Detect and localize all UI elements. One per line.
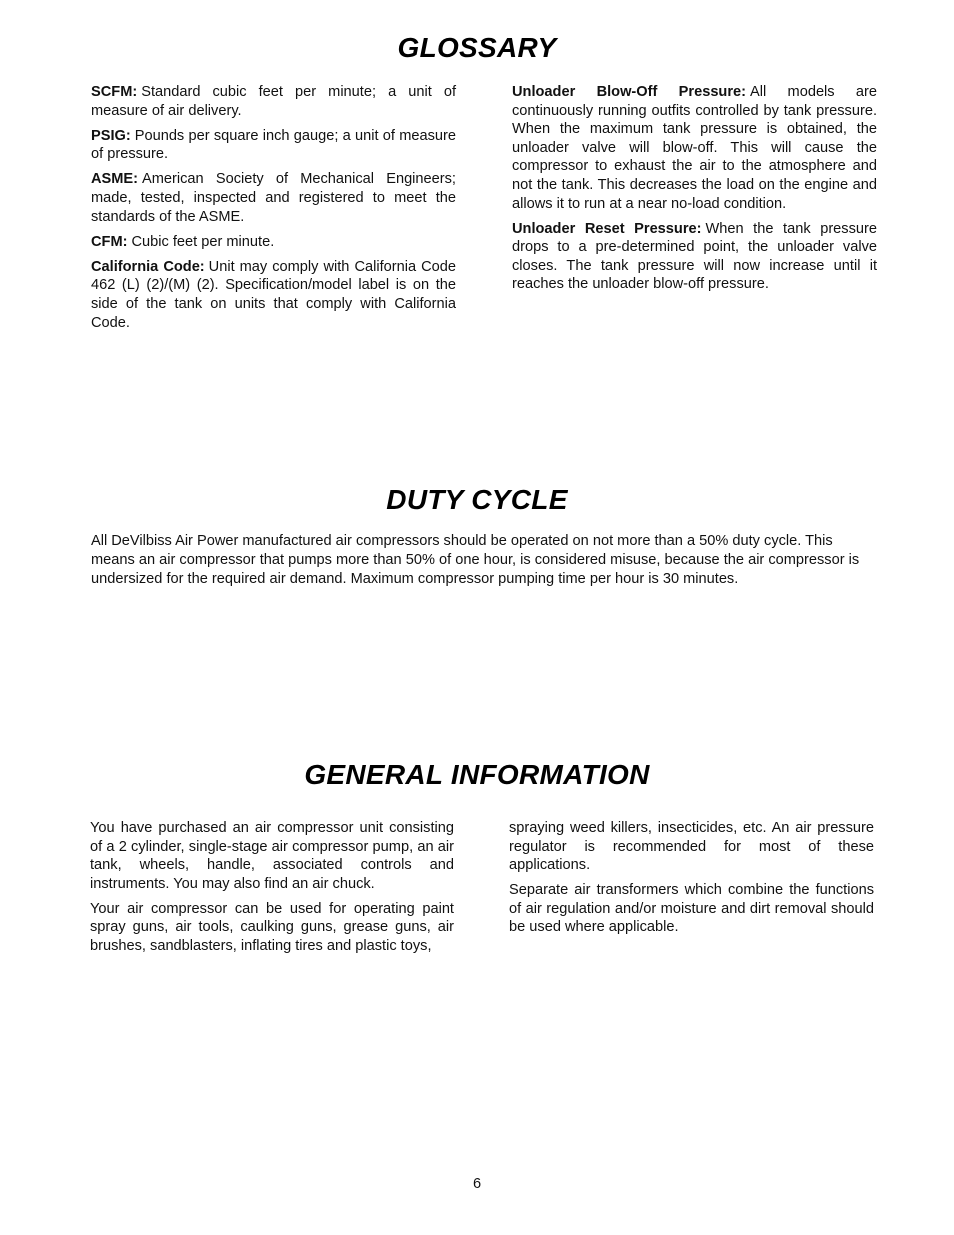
- glossary-definition: Pounds per square inch gauge; a unit of measure of pressure.: [91, 127, 456, 163]
- general-info-paragraph: Separate air transformers which combine the functions of air regulation and/or moisture and dirt removal should be used where applicable.: [509, 882, 874, 936]
- glossary-entry-asme: [91, 170, 456, 226]
- glossary-definition: Standard cubic feet per minute; a unit of measure of air delivery.: [91, 84, 456, 119]
- glossary-definition: Cubic feet per minute.: [131, 233, 275, 250]
- general-info-left-column: [90, 819, 454, 962]
- glossary-term: SCFM:: [91, 84, 138, 100]
- general-info-paragraph: spraying weed killers, insecticides, etc. An air pressure regulator is recommended for most of these applications.: [509, 820, 874, 874]
- glossary-entry-unloader-blow-off: [512, 83, 877, 213]
- general-information-title: GENERAL INFORMATION: [304, 759, 650, 790]
- glossary-title: GLOSSARY: [397, 32, 557, 63]
- duty-cycle-title: DUTY CYCLE: [386, 484, 568, 515]
- glossary-left-column: [91, 83, 456, 339]
- general-info-paragraph: Your air compressor can be used for operating paint spray guns, air tools, caulking guns, grease guns, air brushes, sandblasters, inflating tires and plastic toys,: [90, 900, 454, 955]
- glossary-right-column: [512, 83, 877, 301]
- glossary-term: Unloader Reset Pressure:: [512, 220, 702, 237]
- glossary-definition: All models are continuously running outfits controlled by tank pressure. When the maximum tank pressure is obtained, the unloader valve will blow-off. This will cause the compressor to exhaust the air to the atmosphere and not the tank. This decreases the load on the engine and allows it to run at a near no-load condition.: [512, 84, 878, 212]
- glossary-entry-cfm: [91, 233, 456, 252]
- glossary-definition: American Society of Mechanical Engineers; made, tested, inspected and registered to meet the standards of the ASME.: [91, 171, 456, 225]
- glossary-definition: When the tank pressure drops to a pre-determined point, the unloader valve closes. The tank pressure will now increase until it reaches the unloader blow-off pressure.: [512, 220, 877, 293]
- glossary-entry-psig: [91, 127, 456, 164]
- glossary-term: PSIG:: [91, 127, 131, 144]
- glossary-entry-scfm: [91, 83, 456, 120]
- glossary-term: ASME:: [91, 171, 139, 188]
- glossary-definition: Unit may comply with California Code 462 (L) (2)/(M) (2). Specification/model label is on the side of the tank on units that comply with California Code.: [91, 258, 456, 331]
- glossary-term: CFM:: [91, 233, 128, 250]
- page-number: 6: [472, 1176, 482, 1192]
- glossary-term: Unloader Blow-Off Pressure:: [512, 84, 747, 100]
- duty-cycle-paragraph: All DeVilbiss Air Power manufactured air compressors should be operated on not more than a 50% duty cycle. This means an air compressor that pumps more than 50% of one hour, is considered misuse, because the air compressor is undersized for the required air demand. Maximum compressor pumping time per hour is 30 minutes.: [91, 533, 860, 587]
- glossary-entry-unloader-reset: [512, 220, 877, 294]
- glossary-term: California Code:: [91, 258, 205, 275]
- glossary-entry-california-code: [91, 258, 456, 332]
- general-info-paragraph: You have purchased an air compressor unit consisting of a 2 cylinder, single-stage air compressor pump, an air tank, wheels, handle, associated controls and instruments. You may also find an air chuck.: [90, 820, 454, 892]
- general-info-right-column: [509, 819, 874, 944]
